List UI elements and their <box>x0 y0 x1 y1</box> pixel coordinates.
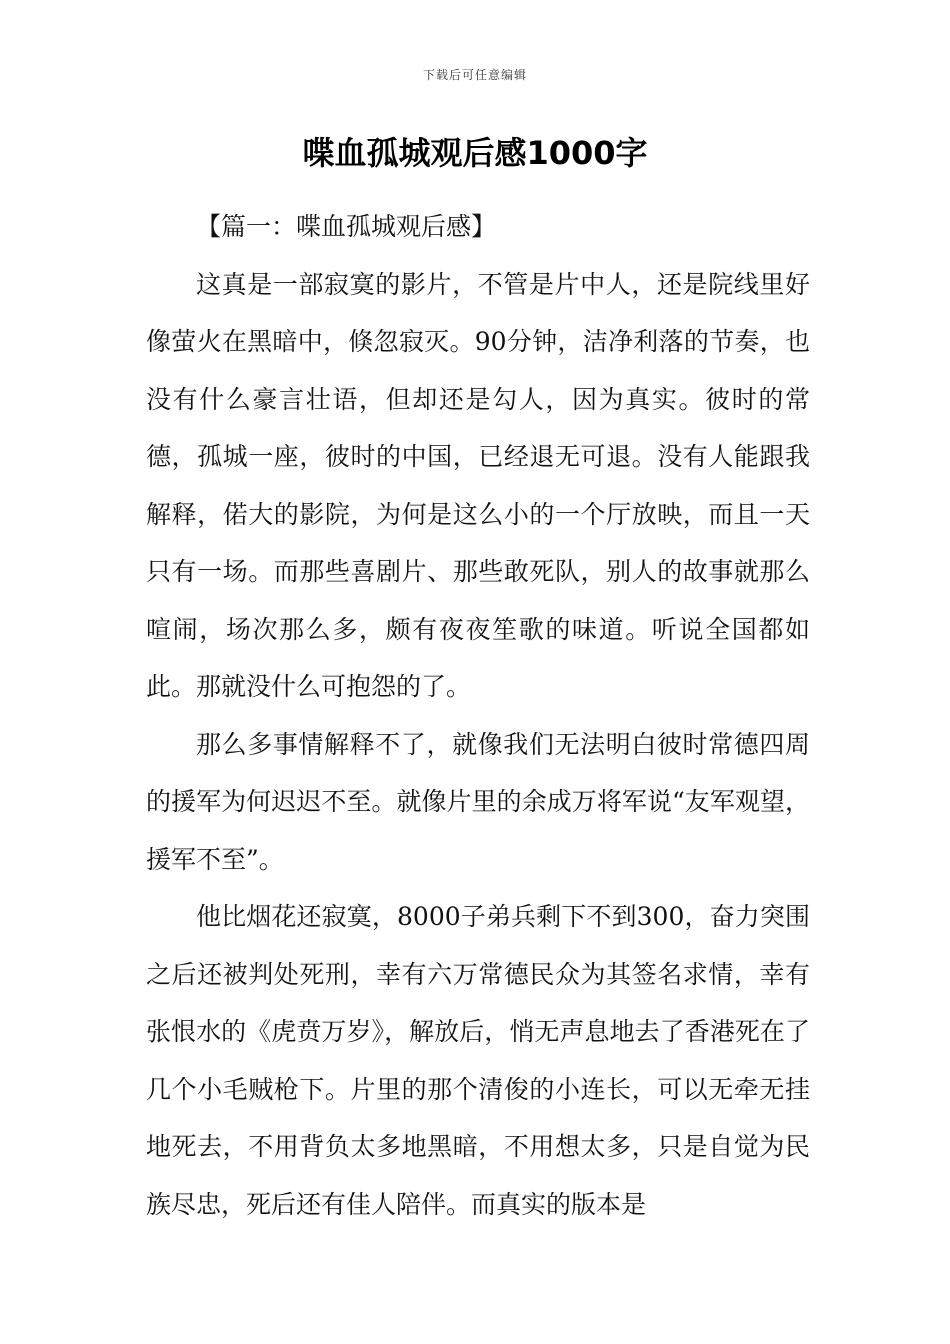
document-body <box>146 198 810 1233</box>
paragraph-1: 这真是一部寂寞的影片，不管是片中人，还是院线里好像萤火在黑暗中，倏忽寂灭。90分钟，洁净利落的节奏，也没有什么豪言壮语，但却还是勾人，因为真实。彼时的常德，孤城一座，彼时的中国，已经退无可退。没有人能跟我解释，偌大的影院，为何是这么小的一个厅放映，而且一天只有一场。而那些喜剧片、那些敢死队，别人的故事就那么喧闹，场次那么多，颇有夜夜笙歌的味道。听说全国都如此。那就没什么可抱怨的了。 <box>146 269 810 701</box>
document-title: 喋血孤城观后感1000字 <box>302 134 648 172</box>
paragraph-3: 他比烟花还寂寞，8000子弟兵剩下不到300，奋力突围之后还被判处死刑，幸有六万常德民众为其签名求情，幸有张恨水的《虎贲万岁》，解放后，悄无声息地去了香港死在了几个小毛贼枪下。片里的那个清俊的小连长，可以无牵无挂地死去，不用背负太多地黑暗，不用想太多，只是自觉为民族尽忠，死后还有佳人陪伴。而真实的版本是 <box>146 902 810 1219</box>
paragraph-2: 那么多事情解释不了，就像我们无法明白彼时常德四周的援军为何迟迟不至。就像片里的余成万将军说“友军观望，援军不至”。 <box>146 729 810 874</box>
page-header-note: 下载后可任意编辑 <box>422 68 527 82</box>
section-heading: 【篇一：喋血孤城观后感】 <box>196 212 497 241</box>
